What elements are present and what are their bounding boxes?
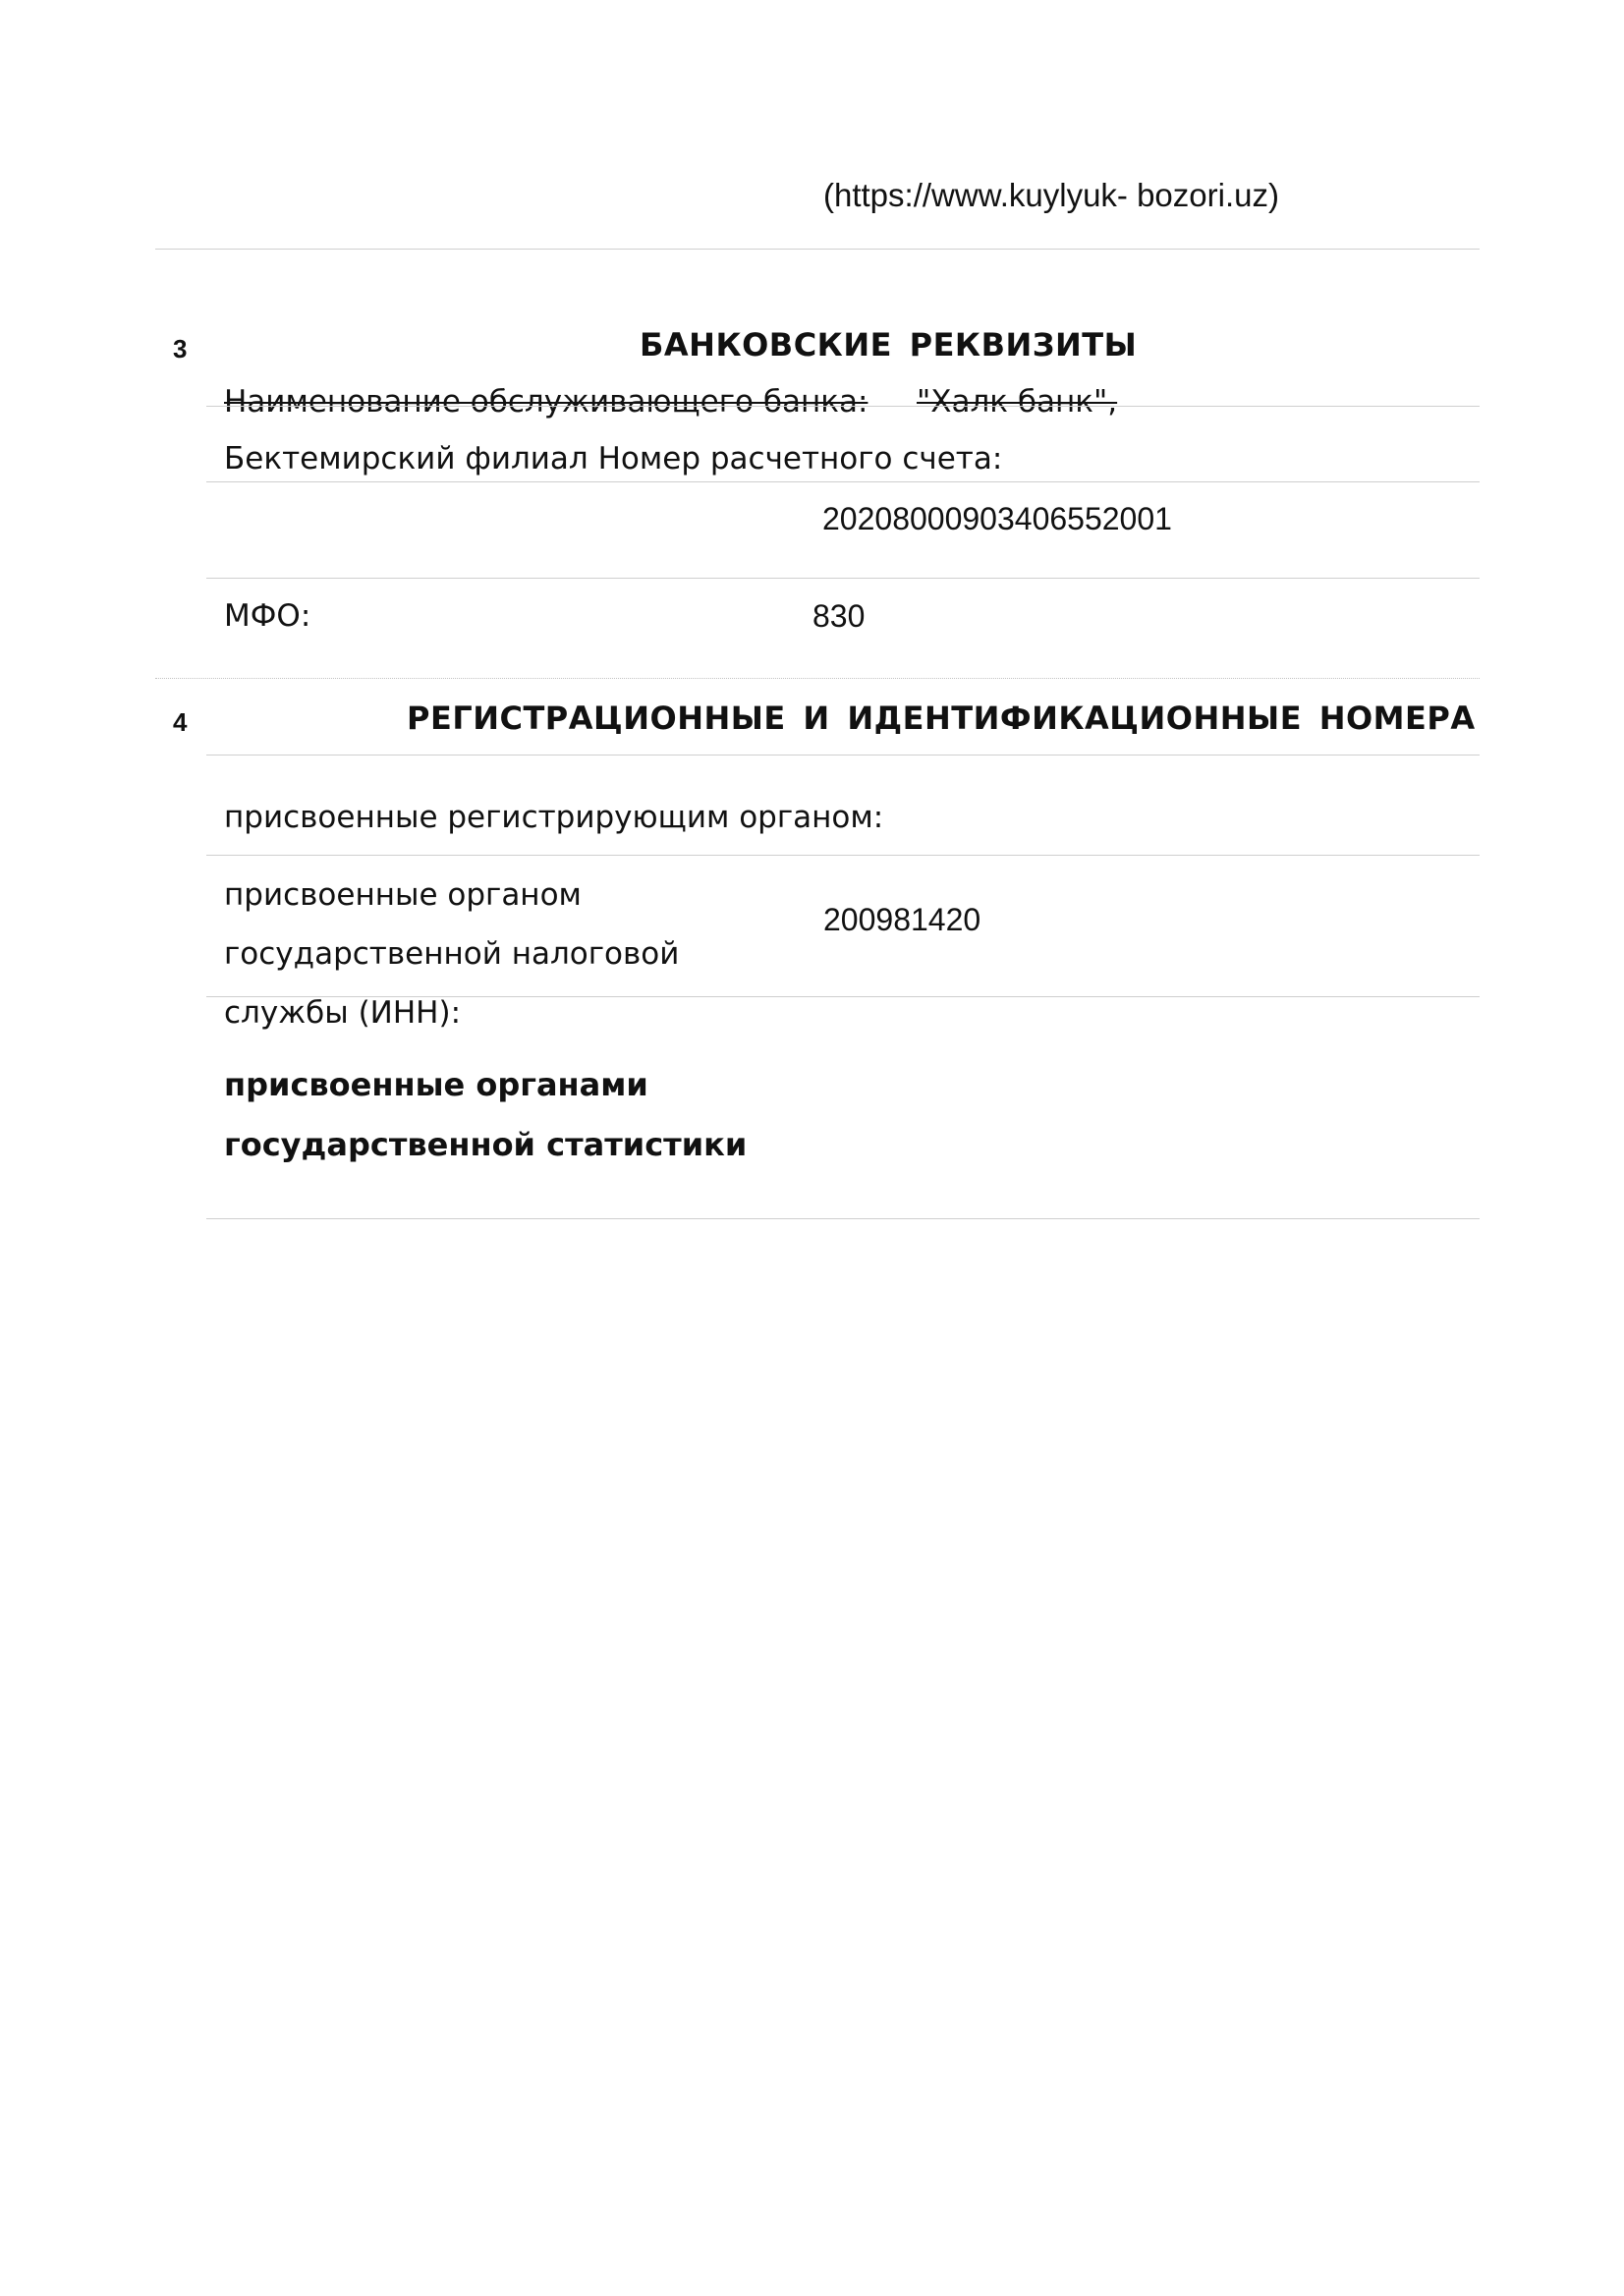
tax-label-line-1: присвоенные органом — [224, 877, 582, 913]
branch-account-label: Бектемирский филиал Номер расчетного счета: — [224, 441, 1003, 476]
section-3-title: БАНКОВСКИЕ РЕКВИЗИТЫ — [640, 326, 1138, 364]
mfo-label: МФО: — [224, 598, 311, 634]
bank-name-value: "Халк банк", — [917, 384, 1118, 420]
stats-label-line-2: государственной статистики — [224, 1126, 748, 1163]
divider — [206, 755, 1480, 756]
header-divider — [155, 249, 1480, 250]
website-url: (https://www.kuylyuk- bozori.uz) — [823, 177, 1279, 213]
divider — [206, 855, 1480, 856]
section-divider — [155, 678, 1480, 679]
mfo-value: 830 — [812, 598, 866, 634]
bank-name-label: Наименование обслуживающего банка: — [224, 384, 868, 420]
section-4-title: РЕГИСТРАЦИОННЫЕ И ИДЕНТИФИКАЦИОННЫЕ НОМЕРА — [407, 700, 1476, 737]
tax-label-line-3: службы (ИНН): — [224, 995, 462, 1031]
registering-body-label: присвоенные регистрирующим органом: — [224, 800, 884, 835]
stats-label-line-1: присвоенные органами — [224, 1066, 648, 1103]
tax-label-line-2: государственной налоговой — [224, 936, 680, 972]
divider — [206, 1218, 1480, 1219]
section-4-number: 4 — [173, 707, 188, 737]
divider — [206, 481, 1480, 482]
section-3-number: 3 — [173, 334, 188, 364]
inn-value: 200981420 — [823, 902, 981, 937]
divider — [206, 578, 1480, 579]
divider — [206, 406, 1480, 407]
account-number-value: 20208000903406552001 — [822, 501, 1172, 536]
